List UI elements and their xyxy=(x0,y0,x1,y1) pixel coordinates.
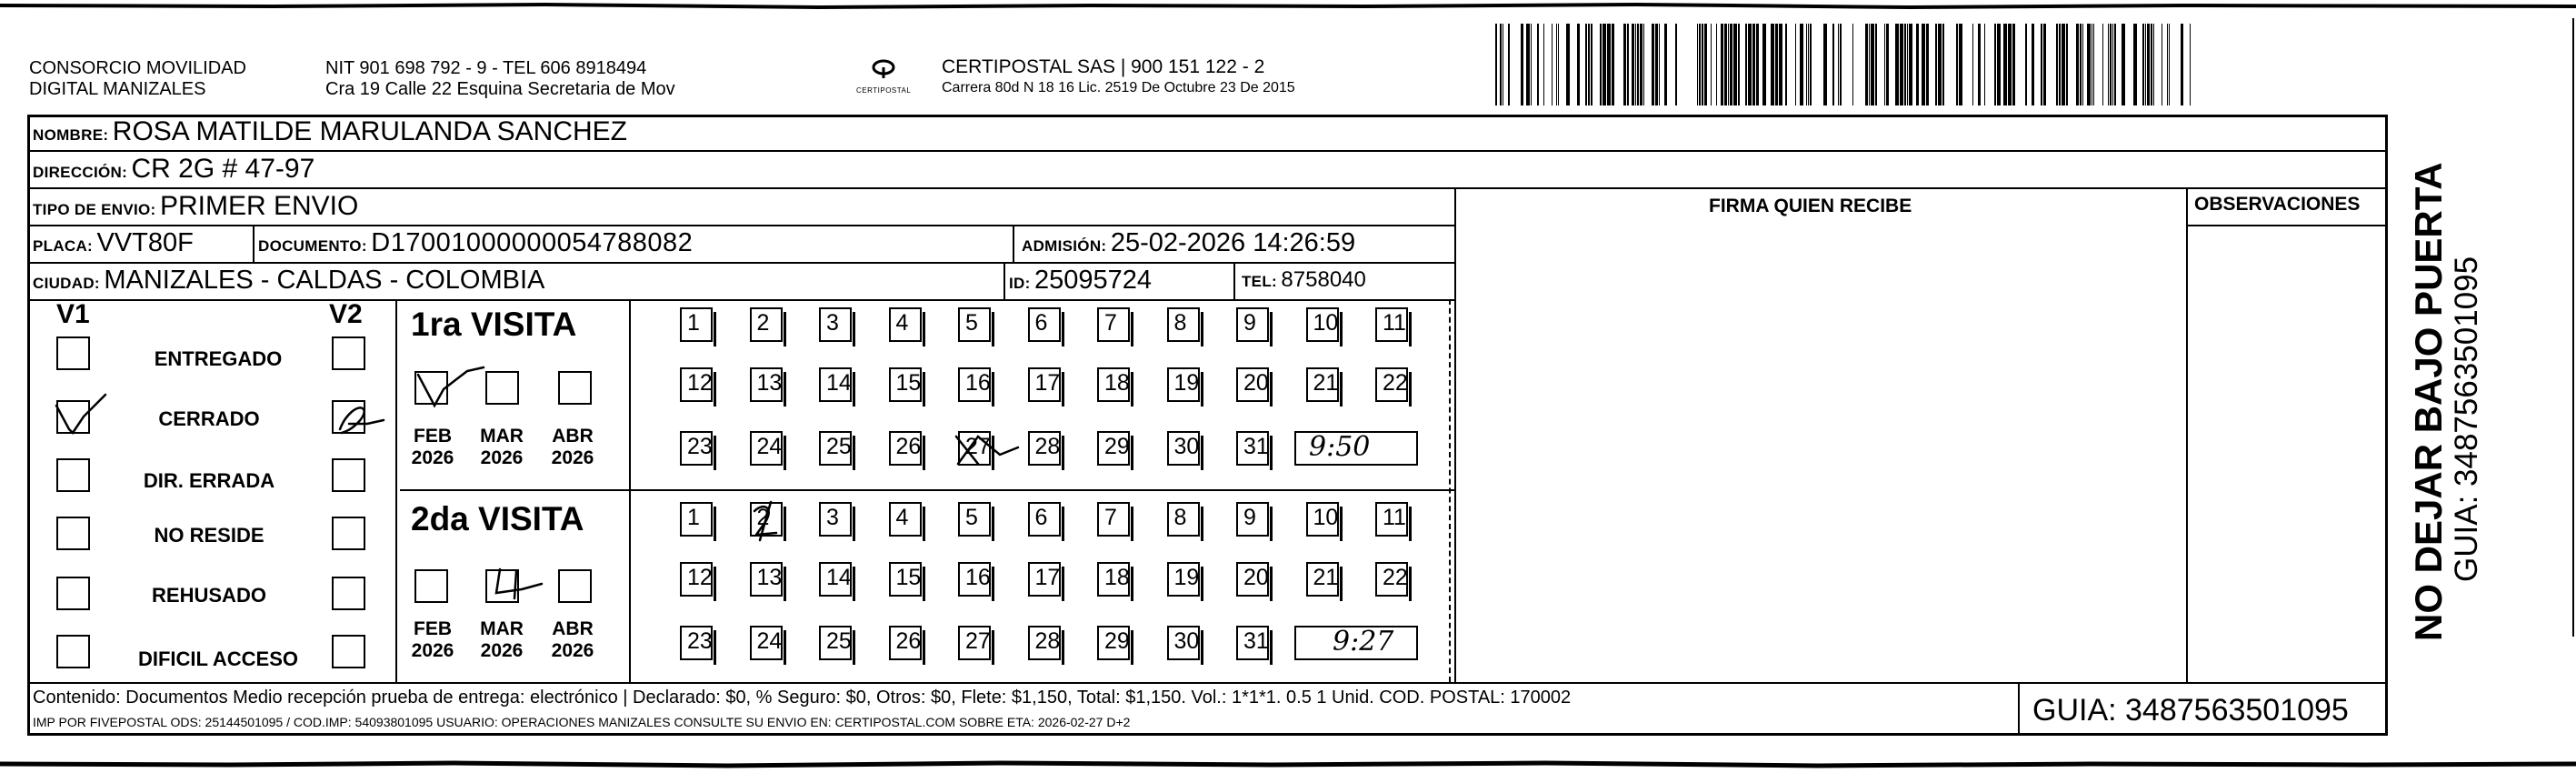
v1-dir-errada-checkbox[interactable] xyxy=(56,458,90,492)
visit-2-day-24-box[interactable]: 24 xyxy=(750,626,783,660)
status-label-dificil-acceso: DIFICIL ACCESO xyxy=(137,648,298,670)
tipo-envio-label: TIPO DE ENVIO: xyxy=(33,201,156,218)
row-divider xyxy=(27,187,2388,189)
col-divider xyxy=(1013,225,1014,262)
direccion-row xyxy=(33,154,315,185)
tel-value: 8758040 xyxy=(1281,267,1366,292)
ciudad-label: CIUDAD: xyxy=(33,275,100,292)
col-divider xyxy=(1233,262,1235,299)
nombre-label: NOMBRE: xyxy=(33,126,109,144)
col-divider xyxy=(1003,262,1005,299)
placa-field xyxy=(33,228,194,258)
visit-1-day-10-box[interactable]: 10 xyxy=(1306,307,1339,342)
visit-2-day-19-box[interactable]: 19 xyxy=(1167,562,1200,597)
id-value: 25095724 xyxy=(1034,266,1153,295)
v2-cerrado-checkmark xyxy=(327,393,391,447)
visit-2-day-29-box[interactable]: 29 xyxy=(1097,626,1130,660)
direccion-label: DIRECCIÓN: xyxy=(33,164,128,181)
visit-2-day-14-box[interactable]: 14 xyxy=(819,562,852,597)
row-divider xyxy=(27,682,2388,684)
tel-label: TEL: xyxy=(1242,273,1277,290)
v1-dificil-acceso-checkbox[interactable] xyxy=(56,635,90,668)
visit-2-mar-mark xyxy=(482,562,554,607)
visit-2-time-box xyxy=(1294,626,1418,660)
visit-1-abr-label: ABR 2026 xyxy=(551,426,594,468)
col-divider xyxy=(2186,187,2188,682)
visit-1-mar-label: MAR 2026 xyxy=(480,426,524,468)
v2-rehusado-checkbox[interactable] xyxy=(332,577,365,610)
visit-2-day-22-box[interactable]: 22 xyxy=(1375,562,1408,597)
visit-1-day-12-box[interactable]: 12 xyxy=(680,367,713,402)
bottom-tear-line xyxy=(0,758,2576,769)
visit-2-day-11-box[interactable]: 11 xyxy=(1375,502,1408,537)
visit-1-day-6-box[interactable]: 6 xyxy=(1028,307,1061,342)
ciudad-value: MANIZALES - CALDAS - COLOMBIA xyxy=(104,266,545,295)
visit-1-day-29-box[interactable]: 29 xyxy=(1097,431,1130,466)
visit-1-day-21-box[interactable]: 21 xyxy=(1306,367,1339,402)
visit-1-day-5-box[interactable]: 5 xyxy=(958,307,991,342)
visit-2-day-4-box[interactable]: 4 xyxy=(889,502,922,537)
status-label-cerrado: CERRADO xyxy=(158,407,260,430)
logo-icon xyxy=(870,58,897,82)
visit-2-day-13-box[interactable]: 13 xyxy=(750,562,783,597)
row-divider xyxy=(27,299,1454,301)
v1-no-reside-checkbox[interactable] xyxy=(56,517,90,550)
visit-2-day-23-box[interactable]: 23 xyxy=(680,626,713,660)
v1-rehusado-checkbox[interactable] xyxy=(56,577,90,610)
visit-2-day-7-box[interactable]: 7 xyxy=(1097,502,1130,537)
company-nit: NIT 901 698 792 - 9 - TEL 606 8918494 Cra 19 Calle 22 Esquina Secretaria de Mov xyxy=(325,58,675,99)
visit-1-feb-mark xyxy=(411,362,493,415)
v2-entregado-checkbox[interactable] xyxy=(332,336,365,370)
visit-1-day-3-box[interactable]: 3 xyxy=(819,307,852,342)
v2-dificil-acceso-checkbox[interactable] xyxy=(332,635,365,668)
visit-1-day-20-box[interactable]: 20 xyxy=(1236,367,1269,402)
visit-1-day-1-box[interactable]: 1 xyxy=(680,307,713,342)
visit-1-day-27-box[interactable]: 27 xyxy=(958,431,991,466)
visit-1-day-23-box[interactable]: 23 xyxy=(680,431,713,466)
col-divider xyxy=(629,299,631,682)
visit-1-title: 1ra VISITA xyxy=(411,306,577,343)
visit-2-day-2-mark xyxy=(744,498,789,544)
visit-2-abr-label: ABR 2026 xyxy=(551,618,594,661)
company-name: CONSORCIO MOVILIDAD DIGITAL MANIZALES xyxy=(29,58,246,99)
visit-2-day-31-box[interactable]: 31 xyxy=(1236,626,1269,660)
row-divider xyxy=(27,262,1454,264)
visit-1-day-24-box[interactable]: 24 xyxy=(750,431,783,466)
visit-2-day-28-box[interactable]: 28 xyxy=(1028,626,1061,660)
visit-1-day-22-box[interactable]: 22 xyxy=(1375,367,1408,402)
visit-1-day-7-box[interactable]: 7 xyxy=(1097,307,1130,342)
visit-1-day-18-box[interactable]: 18 xyxy=(1097,367,1130,402)
visit-1-day-30-box[interactable]: 30 xyxy=(1167,431,1200,466)
visit-1-day-11-box[interactable]: 11 xyxy=(1375,307,1408,342)
visit-1-day-28-box[interactable]: 28 xyxy=(1028,431,1061,466)
dashed-divider xyxy=(1449,299,1451,682)
placa-value: VVT80F xyxy=(96,228,194,257)
visit-1-time: 9:50 xyxy=(1309,431,1371,463)
v2-dir-errada-checkbox[interactable] xyxy=(332,458,365,492)
visit-1-day-19-box[interactable]: 19 xyxy=(1167,367,1200,402)
visit-2-day-26-box[interactable]: 26 xyxy=(889,626,922,660)
id-field xyxy=(1009,266,1152,296)
visit-2-day-12-box[interactable]: 12 xyxy=(680,562,713,597)
certipostal-logo xyxy=(856,58,911,104)
status-label-rehusado: REHUSADO xyxy=(152,584,266,607)
nombre-value: ROSA MATILDE MARULANDA SANCHEZ xyxy=(112,116,628,146)
v1-cerrado-checkmark xyxy=(53,393,125,447)
documento-value: D17001000000054788082 xyxy=(371,228,694,257)
visit-2-day-18-box[interactable]: 18 xyxy=(1097,562,1130,597)
row-divider xyxy=(27,150,2388,152)
visit-1-day-31-box[interactable]: 31 xyxy=(1236,431,1269,466)
visit-1-day-4-box[interactable]: 4 xyxy=(889,307,922,342)
documento-label: DOCUMENTO: xyxy=(258,237,367,255)
visit-1-day-17-box[interactable]: 17 xyxy=(1028,367,1061,402)
visit-1-day-16-box[interactable]: 16 xyxy=(958,367,991,402)
visit-1-day-13-box[interactable]: 13 xyxy=(750,367,783,402)
v2-no-reside-checkbox[interactable] xyxy=(332,517,365,550)
placa-label: PLACA: xyxy=(33,237,94,255)
visit-2-day-15-box[interactable]: 15 xyxy=(889,562,922,597)
col-divider xyxy=(1454,187,1456,682)
right-edge-line xyxy=(2572,18,2574,637)
visit-1-day-2-box[interactable]: 2 xyxy=(750,307,783,342)
nombre-row xyxy=(33,116,627,147)
col-divider xyxy=(253,225,255,262)
direccion-value: CR 2G # 47-97 xyxy=(131,154,315,184)
observaciones-underline xyxy=(2186,225,2388,226)
visit-1-time-box xyxy=(1294,431,1418,466)
status-label-no-reside: NO RESIDE xyxy=(154,524,265,547)
status-label-entregado: ENTREGADO xyxy=(154,347,283,370)
visit-2-day-27-box[interactable]: 27 xyxy=(958,626,991,660)
visit-2-day-17-box[interactable]: 17 xyxy=(1028,562,1061,597)
row-divider xyxy=(27,225,1454,226)
visit-1-abr-checkbox[interactable] xyxy=(558,371,592,405)
visit-2-day-8-box[interactable]: 8 xyxy=(1167,502,1200,537)
visit-2-day-2-box[interactable]: 2 xyxy=(750,502,783,537)
id-label: ID: xyxy=(1009,275,1031,292)
visit-2-day-16-box[interactable]: 16 xyxy=(958,562,991,597)
visit-2-feb-checkbox[interactable] xyxy=(414,569,448,603)
visit-2-time: 9:27 xyxy=(1333,626,1394,658)
visit-2-day-10-box[interactable]: 10 xyxy=(1306,502,1339,537)
visit-1-day-26-box[interactable]: 26 xyxy=(889,431,922,466)
visit-2-abr-checkbox[interactable] xyxy=(558,569,592,603)
visit-1-day-27-mark xyxy=(951,427,1023,473)
v2-header: V2 xyxy=(329,299,363,329)
tipo-envio-row xyxy=(33,191,358,222)
logo-text: CERTIPOSTAL xyxy=(856,86,912,95)
col-divider xyxy=(395,299,397,682)
tipo-envio-value: PRIMER ENVIO xyxy=(159,191,359,221)
v1-header: V1 xyxy=(56,299,90,329)
status-label-dir-errada: DIR. ERRADA xyxy=(143,469,275,492)
visit-1-day-8-box[interactable]: 8 xyxy=(1167,307,1200,342)
visit-2-day-1-box[interactable]: 1 xyxy=(680,502,713,537)
admision-value: 25-02-2026 14:26:59 xyxy=(1110,228,1356,257)
ciudad-field xyxy=(33,266,544,296)
visit-2-day-25-box[interactable]: 25 xyxy=(819,626,852,660)
visit-2-title: 2da VISITA xyxy=(411,500,584,537)
courier-info: CERTIPOSTAL SAS | 900 151 122 - 2 Carrera 80d N 18 16 Lic. 2519 De Octubre 23 De 2015 xyxy=(942,56,1295,95)
footer-print-line: IMP POR FIVEPOSTAL ODS: 25144501095 / COD.IMP: 54093801095 USUARIO: OPERACIONES MANIZALES CONSULTE SU ENVIO EN: CERTIPOSTAL.COM SOBRE ETA: 2026-02-27 D+2 xyxy=(33,715,1131,729)
row-divider xyxy=(400,489,1454,491)
side-guia: GUIA: 3487563501095 xyxy=(2449,256,2484,582)
admision-label: ADMISIÓN: xyxy=(1022,237,1107,255)
col-divider xyxy=(2018,682,2020,736)
visit-1-feb-label: FEB 2026 xyxy=(411,426,454,468)
no-dejar-bajo-puerta: NO DEJAR BAJO PUERTA xyxy=(2407,162,2450,641)
visit-2-day-9-box[interactable]: 9 xyxy=(1236,502,1269,537)
top-tear-line xyxy=(0,2,2576,11)
visit-2-feb-label: FEB 2026 xyxy=(411,618,454,661)
visit-1-day-14-box[interactable]: 14 xyxy=(819,367,852,402)
footer-guia: GUIA: 3487563501095 xyxy=(2032,693,2349,728)
visit-1-day-9-box[interactable]: 9 xyxy=(1236,307,1269,342)
visit-2-day-30-box[interactable]: 30 xyxy=(1167,626,1200,660)
tel-field xyxy=(1242,267,1366,293)
firma-header: FIRMA QUIEN RECIBE xyxy=(1709,196,1912,216)
visit-2-day-21-box[interactable]: 21 xyxy=(1306,562,1339,597)
documento-field xyxy=(258,228,693,258)
tracking-barcode xyxy=(1495,24,2191,105)
visit-2-mar-label: MAR 2026 xyxy=(480,618,524,661)
visit-2-day-6-box[interactable]: 6 xyxy=(1028,502,1061,537)
admision-field xyxy=(1022,228,1355,258)
v1-entregado-checkbox[interactable] xyxy=(56,336,90,370)
visit-2-day-20-box[interactable]: 20 xyxy=(1236,562,1269,597)
visit-1-day-15-box[interactable]: 15 xyxy=(889,367,922,402)
observaciones-header: OBSERVACIONES xyxy=(2194,194,2361,215)
footer-content-line: Contenido: Documentos Medio recepción prueba de entrega: electrónico | Declarado: $0, % Seguro: $0, Otros: $0, Flete: $1,150, Total: $1,150. Vol.: 1*1*1. 0.5 1 Unid. COD. POSTAL: 170002 xyxy=(33,688,1572,708)
visit-2-day-5-box[interactable]: 5 xyxy=(958,502,991,537)
visit-1-day-25-box[interactable]: 25 xyxy=(819,431,852,466)
visit-2-day-3-box[interactable]: 3 xyxy=(819,502,852,537)
